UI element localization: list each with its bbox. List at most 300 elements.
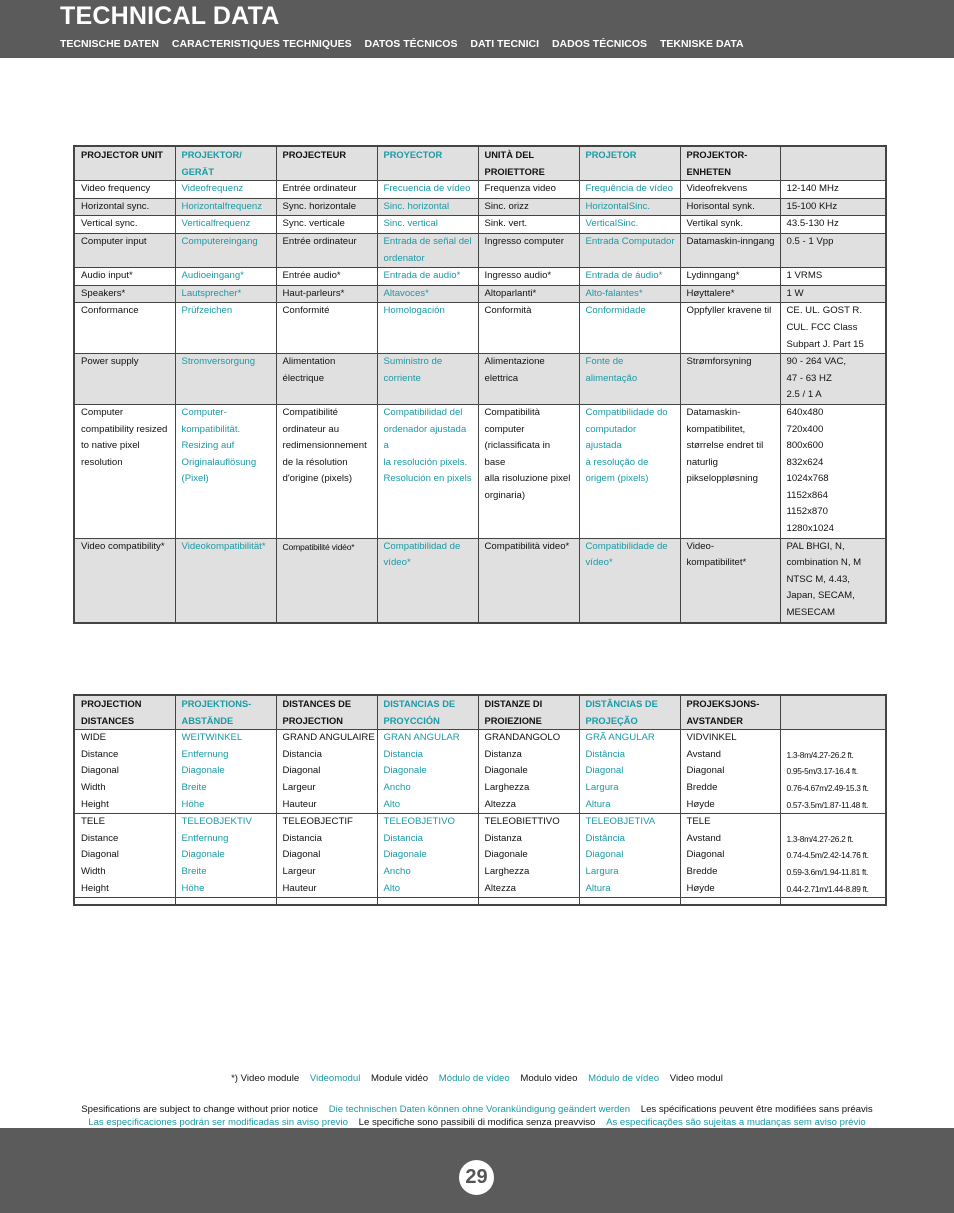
cell-line: 1152x864 — [786, 489, 828, 501]
spec-cell: Horisontal synk. — [680, 198, 780, 216]
disclaimer-es: Las especificaciones podrán ser modificadas sin aviso previo — [88, 1117, 348, 1128]
spec-cell: Altavoces* — [377, 285, 478, 303]
spec-cell: Ingresso computer — [478, 233, 579, 267]
distance-cell — [377, 814, 478, 898]
cell-line: (Pixel) — [181, 473, 209, 485]
spec-cell: Conformità — [478, 303, 579, 354]
spec-cell: Entrada Computador — [579, 233, 680, 267]
cell-line: NTSC M, 4.43, — [786, 573, 850, 585]
spec-cell: Power supply — [74, 354, 175, 405]
cell-line: ABSTÄNDE — [181, 715, 234, 726]
cell-line: TELEOBJETIVO — [383, 816, 455, 828]
cell-line: la resolución pixels. — [383, 456, 468, 468]
cell-line: Compatibilidade de — [585, 540, 668, 552]
cell-line: 832x624 — [786, 456, 824, 468]
spec-cell: Homologación — [377, 303, 478, 354]
cell-line: 0.95-5m/3.17-16.4 ft. — [786, 766, 858, 777]
cell-line: Largura — [585, 865, 619, 877]
spec-cell: Entrée audio* — [276, 268, 377, 286]
spec-cell: Vertical sync. — [74, 216, 175, 234]
cell-line: orginaria) — [484, 489, 526, 501]
spec-cell: Høyttalere* — [680, 285, 780, 303]
cell-line: corriente — [383, 372, 421, 384]
cell-line: Width — [81, 865, 106, 877]
cell-line: PROJEKTOR/ — [181, 150, 242, 160]
spec-column-header — [780, 146, 886, 181]
cell-line: Resizing auf — [181, 440, 235, 452]
cell-line: Computer- — [181, 406, 227, 418]
distance-cell — [478, 730, 579, 814]
distance-column-header — [276, 695, 377, 730]
spec-cell: 15-100 KHz — [780, 198, 886, 216]
cell-line: Diagonal — [686, 765, 725, 777]
cell-line: Diagonal — [585, 849, 624, 861]
cell-line: to native pixel — [81, 440, 140, 452]
cell-line: Largeur — [282, 865, 316, 877]
cell-line: pikseloppløsning — [686, 473, 758, 485]
cell-line: 1152x870 — [786, 506, 828, 518]
spec-cell: 1 VRMS — [780, 268, 886, 286]
spec-cell: 0.5 - 1 Vpp — [780, 233, 886, 267]
cell-line: Subpart J. Part 15 — [786, 338, 864, 350]
cell-line: Compatibilité — [282, 406, 338, 418]
spec-cell: Computer input — [74, 233, 175, 267]
cell-line: WIDE — [81, 732, 107, 744]
spec-cell — [780, 354, 886, 405]
cell-line: Ancho — [383, 865, 411, 877]
cell-line: UNITÀ DEL — [484, 150, 535, 160]
spec-cell: Vertikal synk. — [680, 216, 780, 234]
cell-line: CUL. FCC Class — [786, 321, 858, 333]
spacer-cell — [579, 898, 680, 906]
cell-line: Diagonale — [484, 765, 528, 777]
cell-line: Distancia — [383, 748, 423, 760]
cell-line: Diagonal — [81, 765, 119, 777]
spacer-cell — [175, 898, 276, 906]
cell-line: Höhe — [181, 882, 205, 894]
distance-cell — [478, 814, 579, 898]
distance-column-header — [680, 695, 780, 730]
disclaimer-de: Die technischen Daten können ohne Vorankündigung geändert werden — [328, 1104, 631, 1115]
cell-line: Diagonale — [181, 765, 225, 777]
cell-line: Bredde — [686, 781, 718, 793]
spec-cell: Audioeingang* — [175, 268, 276, 286]
cell-line: Entrada de señal del — [383, 235, 472, 247]
spec-cell: Sinc. horizontal — [377, 198, 478, 216]
spec-cell: Audio input* — [74, 268, 175, 286]
video-module-footnote — [0, 1073, 954, 1084]
spec-cell — [579, 404, 680, 538]
spec-column-header — [680, 146, 780, 181]
cell-line: Largeur — [282, 781, 316, 793]
cell-line: Entfernung — [181, 832, 229, 844]
cell-line: Diagonal — [585, 765, 624, 777]
cell-line: Alimentazione — [484, 356, 545, 368]
cell-line: Width — [81, 781, 106, 793]
spec-cell: Sync. verticale — [276, 216, 377, 234]
spec-column-header: PROYECTOR — [377, 146, 478, 181]
spec-cell — [780, 538, 886, 622]
cell-line: Høyde — [686, 798, 715, 810]
cell-line: 90 - 264 VAC, — [786, 356, 847, 368]
cell-line: PROJECTION — [282, 715, 343, 726]
cell-line: vídeo* — [383, 557, 411, 569]
footnote-pt: Módulo de vídeo — [588, 1073, 660, 1084]
cell-line: GRAND ANGULAIRE — [282, 732, 375, 744]
spec-cell: 1 W — [780, 285, 886, 303]
cell-line: Larghezza — [484, 781, 530, 793]
cell-line — [787, 730, 881, 747]
language-subtitles — [60, 38, 754, 50]
distance-column-header — [780, 695, 886, 730]
cell-line: ENHETEN — [686, 166, 731, 177]
spec-column-header: PROJETOR — [579, 146, 680, 181]
spec-row — [74, 538, 886, 622]
distance-column-header — [175, 695, 276, 730]
spec-cell: Lautsprecher* — [175, 285, 276, 303]
cell-line: PROIETTORE — [484, 166, 545, 177]
disclaimer-pt: As especificações são sujeitas a mudanças sem aviso prévio — [606, 1117, 866, 1128]
subtitle-fr: CARACTERISTIQUES TECHNIQUES — [171, 38, 352, 50]
spec-cell: Videokompatibilität* — [175, 538, 276, 622]
spec-cell: Horizontal sync. — [74, 198, 175, 216]
spec-cell: Prüfzeichen — [175, 303, 276, 354]
cell-line: Breite — [181, 865, 207, 877]
cell-line: TELEOBJETIVA — [585, 816, 656, 828]
spec-cell: Videofrequenz — [175, 181, 276, 199]
spec-cell — [478, 404, 579, 538]
cell-line: 1280x1024 — [786, 523, 834, 535]
cell-line: Compatibilidad del — [383, 406, 463, 418]
cell-line: 1.3-8m/4.27-26.2 ft. — [786, 749, 854, 760]
cell-line: Avstand — [686, 832, 721, 844]
spec-cell — [579, 354, 680, 405]
spec-cell — [579, 538, 680, 622]
spec-cell: 12-140 MHz — [780, 181, 886, 199]
cell-line: Avstand — [686, 748, 721, 760]
cell-line: Hauteur — [282, 798, 317, 810]
distance-cell — [579, 814, 680, 898]
distance-table-spacer-row — [74, 898, 886, 906]
cell-line: PROYCCIÓN — [383, 715, 440, 726]
cell-line: de la résolution — [282, 456, 348, 468]
spec-row — [74, 303, 886, 354]
spec-cell: Videofrekvens — [680, 181, 780, 199]
distance-cell — [74, 814, 175, 898]
cell-line: d'origine (pixels) — [282, 473, 353, 485]
spec-table-header-row — [74, 146, 886, 181]
cell-line: Diagonal — [282, 849, 321, 861]
cell-line: Alimentation — [282, 356, 336, 368]
cell-line: TELE — [686, 816, 711, 828]
cell-line: Diagonale — [383, 765, 427, 777]
cell-line: 0.59-3.6m/1.94-11.81 ft. — [786, 866, 869, 877]
spec-cell: Conformité — [276, 303, 377, 354]
spec-cell: Oppfyller kravene til — [680, 303, 780, 354]
disclaimer-it: Le specifiche sono passibili di modifica senza preavviso — [358, 1117, 596, 1128]
cell-line: 0.76-4.67m/2.49-15.3 ft. — [786, 782, 869, 793]
spec-column-header — [175, 146, 276, 181]
spec-cell: Frequência de vídeo — [579, 181, 680, 199]
spec-cell: Conformance — [74, 303, 175, 354]
cell-line: Computer — [81, 406, 124, 418]
spec-cell: Frecuencia de vídeo — [377, 181, 478, 199]
spec-cell: Ingresso audio* — [478, 268, 579, 286]
spec-cell: Computereingang — [175, 233, 276, 267]
cell-line: PROJEKSJONS- — [686, 699, 760, 709]
cell-line: 47 - 63 HZ — [786, 372, 832, 384]
spec-cell: Alto-falantes* — [579, 285, 680, 303]
spec-row — [74, 233, 886, 267]
cell-line: GRANDANGOLO — [484, 732, 561, 744]
spec-cell: Haut-parleurs* — [276, 285, 377, 303]
cell-line: Datamaskin- — [686, 406, 741, 418]
spec-cell: Compatibilità video* — [478, 538, 579, 622]
spec-row — [74, 198, 886, 216]
distance-column-header — [377, 695, 478, 730]
spec-row — [74, 181, 886, 199]
cell-line: Ancho — [383, 781, 411, 793]
cell-line: DISTANCIAS DE — [383, 699, 456, 709]
spec-cell: 43.5-130 Hz — [780, 216, 886, 234]
cell-line: Höhe — [181, 798, 205, 810]
cell-line: elettrica — [484, 372, 519, 384]
spec-column-header: PROJECTOR UNIT — [74, 146, 175, 181]
cell-line: Altura — [585, 882, 611, 894]
spec-cell: Sinc. vertical — [377, 216, 478, 234]
cell-line: Bredde — [686, 865, 718, 877]
cell-line: à resolução de — [585, 456, 649, 468]
cell-line: Height — [81, 882, 109, 894]
distance-cell — [276, 814, 377, 898]
cell-line: Distancia — [282, 832, 322, 844]
cell-line: redimensionnement — [282, 440, 367, 452]
cell-line: kompatibilitet, — [686, 423, 746, 435]
spec-cell — [377, 404, 478, 538]
cell-line: Video- — [686, 540, 715, 552]
cell-line: 0.57-3.5m/1.87-11.48 ft. — [786, 799, 869, 810]
cell-line: Distancia — [383, 832, 423, 844]
cell-line: Distance — [81, 832, 119, 844]
cell-line: 0.44-2.71m/1.44-8.89 ft. — [786, 883, 869, 894]
spacer-cell — [680, 898, 780, 906]
cell-line: Larghezza — [484, 865, 530, 877]
spec-cell: Video compatibility* — [74, 538, 175, 622]
disclaimer-fr: Les spécifications peuvent être modifiées sans préavis — [640, 1104, 873, 1115]
cell-line: PROJEÇÃO — [585, 715, 638, 726]
cell-line: TELEOBJEKTIV — [181, 816, 252, 828]
cell-line: AVSTANDER — [686, 715, 743, 726]
spec-cell: Entrada de áudio* — [579, 268, 680, 286]
cell-line: TELE — [81, 816, 105, 828]
cell-line: Diagonal — [686, 849, 725, 861]
distance-cell — [74, 730, 175, 814]
cell-line: 640x480 — [786, 406, 824, 418]
cell-line: vídeo* — [585, 557, 613, 569]
subtitle-no: TEKNISKE DATA — [659, 38, 744, 50]
spec-row — [74, 404, 886, 538]
distance-cell — [579, 730, 680, 814]
cell-line: computer — [484, 423, 525, 435]
footnote-en: *) Video module — [231, 1073, 300, 1084]
cell-line: PROJECTION — [81, 699, 142, 709]
cell-line: Altura — [585, 798, 611, 810]
spec-cell — [780, 303, 886, 354]
spec-row — [74, 268, 886, 286]
cell-line: Distance — [81, 748, 119, 760]
distance-table-header-row — [74, 695, 886, 730]
cell-line: électrique — [282, 372, 325, 384]
spacer-cell — [780, 898, 886, 906]
cell-line: Entfernung — [181, 748, 229, 760]
footnote-de: Videomodul — [309, 1073, 361, 1084]
spec-cell: Sinc. orizz — [478, 198, 579, 216]
projection-distance-table — [73, 694, 887, 906]
cell-line: Compatibilità — [484, 406, 540, 418]
page-header — [0, 0, 954, 58]
cell-line: Altezza — [484, 798, 516, 810]
subtitle-pt: DADOS TÉCNICOS — [551, 38, 648, 50]
spec-cell — [74, 404, 175, 538]
subtitle-de: TECNISCHE DATEN — [60, 38, 159, 50]
cell-line: Resolución en pixels — [383, 473, 472, 485]
distance-cell — [680, 730, 780, 814]
cell-line: Originalauflösung — [181, 456, 257, 468]
spec-cell: Horizontalfrequenz — [175, 198, 276, 216]
spec-cell: Speakers* — [74, 285, 175, 303]
cell-line: PROJEKTOR- — [686, 150, 748, 160]
cell-line: GRÃ ANGULAR — [585, 732, 655, 744]
spec-column-header — [478, 146, 579, 181]
spacer-cell — [377, 898, 478, 906]
cell-line: origem (pixels) — [585, 473, 649, 485]
spec-cell: Altoparlanti* — [478, 285, 579, 303]
cell-line: Height — [81, 798, 109, 810]
page-title: TECHNICAL DATA — [60, 2, 280, 30]
disclaimer-line-1 — [0, 1103, 954, 1116]
spec-cell: Conformidade — [579, 303, 680, 354]
cell-line: TELEOBJECTIF — [282, 816, 353, 828]
cell-line: 1.3-8m/4.27-26.2 ft. — [786, 833, 854, 844]
cell-line: Alto — [383, 882, 401, 894]
footnote-fr: Module vidéo — [371, 1073, 429, 1084]
spec-cell — [175, 404, 276, 538]
spacer-cell — [478, 898, 579, 906]
distance-cell — [780, 814, 886, 898]
spec-cell — [478, 354, 579, 405]
spec-cell: Sync. horizontale — [276, 198, 377, 216]
cell-line: Alto — [383, 798, 401, 810]
cell-line: Diagonale — [181, 849, 225, 861]
cell-line: ordinateur au — [282, 423, 340, 435]
spec-column-header: PROJECTEUR — [276, 146, 377, 181]
cell-line: Distancia — [282, 748, 322, 760]
cell-line: combination N, M — [786, 557, 862, 569]
footnote-it: Modulo video — [520, 1073, 578, 1084]
spec-cell — [276, 354, 377, 405]
cell-line: Diagonal — [81, 849, 119, 861]
subtitle-es: DATOS TÉCNICOS — [364, 38, 458, 50]
spec-cell: Entrée ordinateur — [276, 181, 377, 199]
cell-line: 800x600 — [786, 440, 824, 452]
spec-cell: Verticalfrequenz — [175, 216, 276, 234]
cell-line: DISTANCES — [81, 715, 135, 726]
cell-line: PROIEZIONE — [484, 715, 542, 726]
spec-cell — [377, 233, 478, 267]
distance-column-header — [74, 695, 175, 730]
cell-line: Japan, SECAM, — [786, 590, 855, 602]
footnote-no: Video modul — [669, 1073, 723, 1084]
distance-cell — [680, 814, 780, 898]
spec-cell: Entrée ordinateur — [276, 233, 377, 267]
cell-line: Altezza — [484, 882, 516, 894]
cell-line: DISTANZE DI — [484, 699, 543, 709]
cell-line: alla risoluzione pixel — [484, 473, 571, 485]
cell-line: Høyde — [686, 882, 715, 894]
distance-cell — [175, 814, 276, 898]
distance-column-header — [579, 695, 680, 730]
cell-line: (riclassificata in base — [484, 440, 551, 468]
footnote-es: Módulo de vídeo — [438, 1073, 510, 1084]
spec-cell: Sink. vert. — [478, 216, 579, 234]
spec-cell: Strømforsyning — [680, 354, 780, 405]
cell-line: MESECAM — [786, 607, 836, 619]
distance-cell — [780, 730, 886, 814]
cell-line: naturlig — [686, 456, 718, 468]
wide-group-row — [74, 730, 886, 814]
cell-line: 1024x768 — [786, 473, 829, 485]
tele-group-row — [74, 814, 886, 898]
cell-line: PAL BHGI, N, — [786, 540, 845, 552]
cell-line: computador ajustada — [585, 423, 637, 452]
cell-line: PROJEKTIONS- — [181, 699, 252, 709]
spec-table — [73, 145, 887, 624]
subtitle-it: DATI TECNICI — [470, 38, 540, 50]
cell-line: Suministro de — [383, 356, 443, 368]
cell-line: alimentação — [585, 372, 638, 384]
page-number: 29 — [459, 1160, 494, 1195]
cell-line: Diagonal — [282, 765, 321, 777]
cell-line: CE. UL. GOST R. — [786, 305, 863, 317]
cell-line: TELEOBIETTIVO — [484, 816, 560, 828]
spacer-cell — [74, 898, 175, 906]
spec-row — [74, 216, 886, 234]
cell-line: størrelse endret til — [686, 440, 764, 452]
cell-line: Hauteur — [282, 882, 317, 894]
cell-line: 720x400 — [786, 423, 824, 435]
spec-cell: Frequenza video — [478, 181, 579, 199]
cell-line: ordenator — [383, 252, 425, 264]
cell-line: DISTÂNCIAS DE — [585, 699, 658, 709]
cell-line: Breite — [181, 781, 207, 793]
spec-cell — [680, 404, 780, 538]
cell-line: GERÄT — [181, 166, 215, 177]
cell-line: Compatibilidade do — [585, 406, 668, 418]
spec-cell — [377, 538, 478, 622]
cell-line: compatibility resized — [81, 423, 168, 435]
cell-line: kompatibilität. — [181, 423, 241, 435]
spec-cell — [276, 404, 377, 538]
cell-line: Distância — [585, 748, 625, 760]
cell-line: DISTANCES DE — [282, 699, 352, 709]
cell-line: GRAN ANGULAR — [383, 732, 460, 744]
cell-line: ordenador ajustada a — [383, 423, 467, 452]
spec-cell: VerticalSinc. — [579, 216, 680, 234]
spec-row — [74, 285, 886, 303]
distance-cell — [377, 730, 478, 814]
spec-cell: Compatibilité vidéo* — [276, 538, 377, 622]
cell-line: WEITWINKEL — [181, 732, 243, 744]
